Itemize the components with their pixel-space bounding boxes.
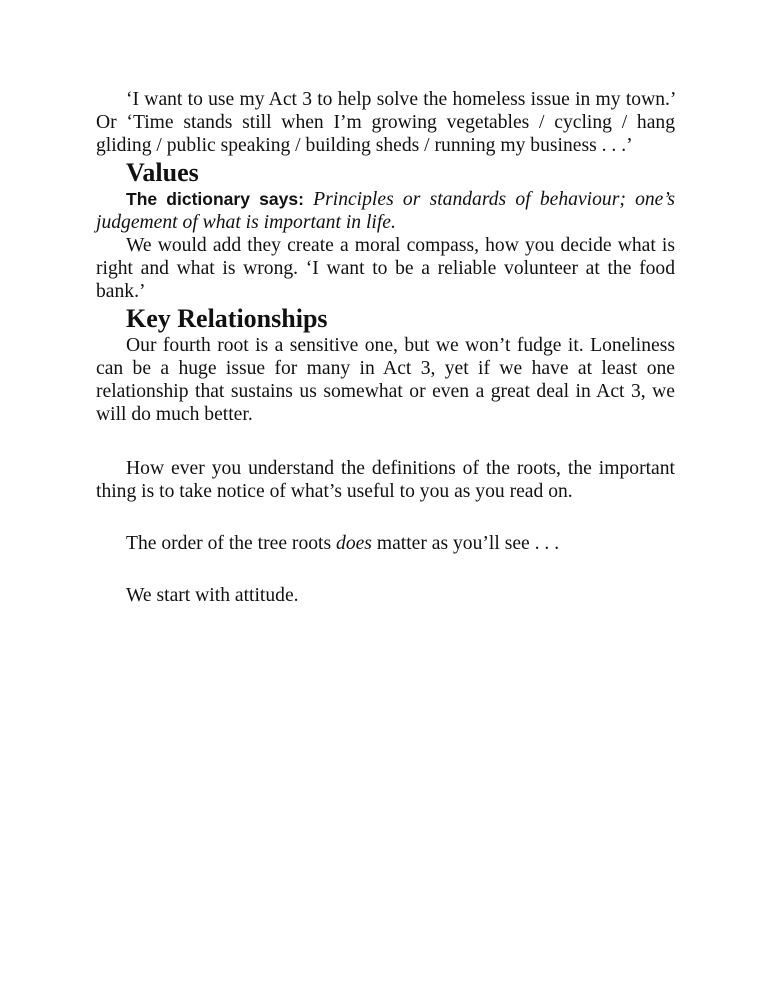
intro-quote-line: ‘I want to use my Act 3 to help solve the homeless issue in my town.’ — [126, 89, 675, 110]
order-text-after: matter as you’ll see . . . — [371, 533, 560, 554]
closing-paragraph-order — [96, 532, 675, 555]
spacer — [96, 503, 675, 532]
values-definition — [96, 188, 675, 234]
intro-quote-rest: Or ‘Time stands still when I’m growing vegetables / cycling / hang gliding / public speaking / building sheds / running my business . . .’ — [96, 112, 675, 156]
order-text-before: The order of the tree roots — [126, 533, 337, 554]
dictionary-label: The dictionary says: — [126, 189, 304, 209]
order-emphasis: does — [336, 533, 372, 554]
intro-paragraph — [96, 88, 675, 157]
dictionary-definition: Principles or standards of behaviour; one’s judgement of what is important in life. — [96, 189, 675, 233]
values-paragraph: We would add they create a moral compass, how you decide what is right and what is wrong. ‘I want to be a reliable volunteer at the food bank.’ — [96, 235, 675, 302]
closing-paragraph-roots: How ever you understand the definitions of the roots, the important thing is to take notice of what’s useful to you as you read on. — [96, 458, 675, 502]
key-relationships-paragraph: Our fourth root is a sensitive one, but we won’t fudge it. Loneliness can be a huge issue for many in Act 3, yet if we have at least one relationship that sustains us somewhat or even a great deal in Act 3, we will do much better. — [96, 335, 675, 425]
closing-paragraph-attitude: We start with attitude. — [126, 585, 299, 606]
values-heading: Values — [126, 158, 199, 187]
key-relationships-heading: Key Relationships — [126, 304, 328, 333]
document-page — [96, 88, 675, 607]
spacer — [96, 426, 675, 457]
spacer — [96, 555, 675, 584]
